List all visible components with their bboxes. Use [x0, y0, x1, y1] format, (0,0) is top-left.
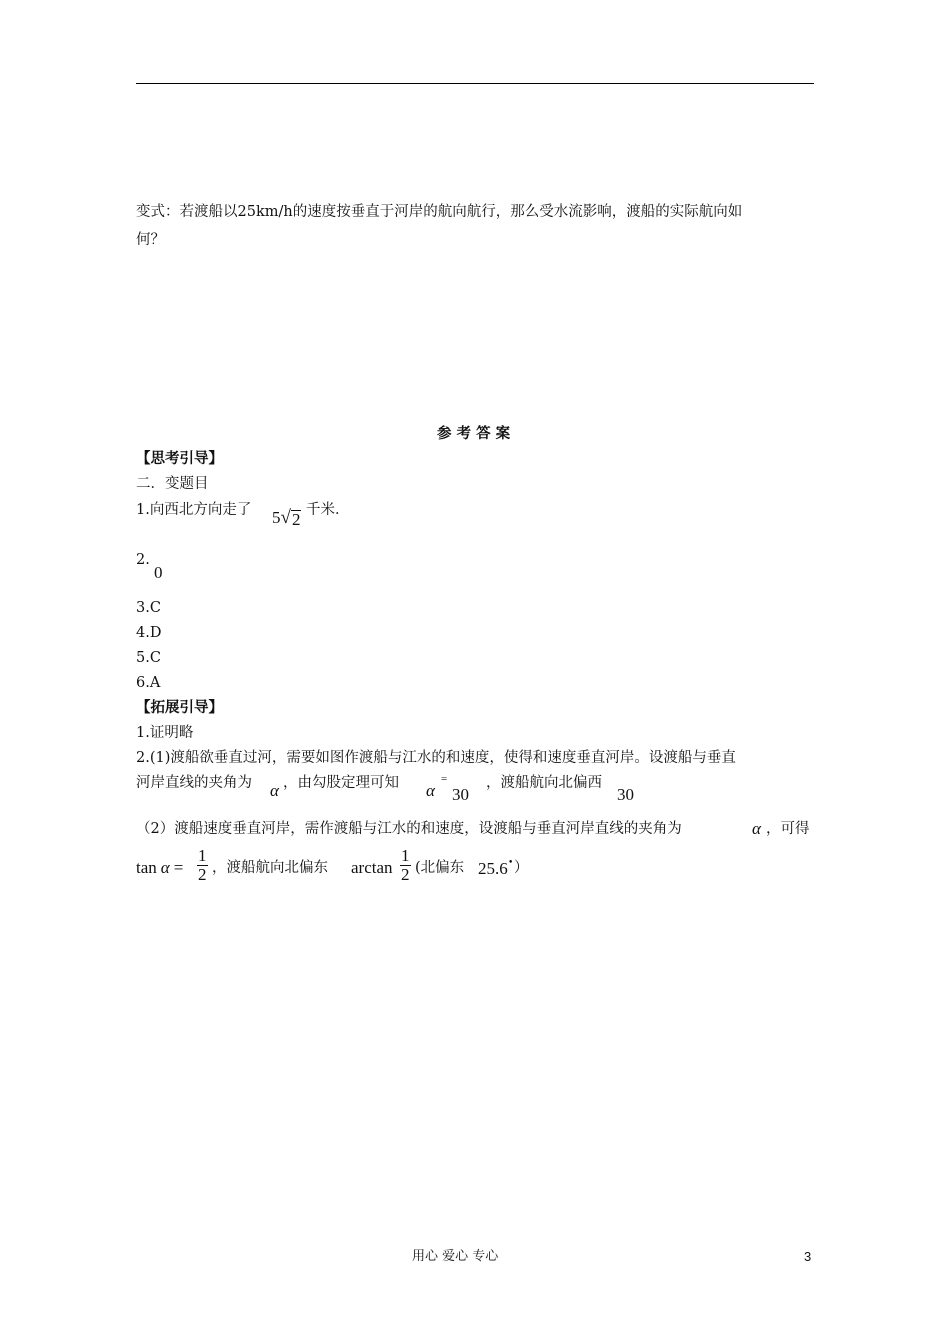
subtitle-variant-problems: 二．变题目 — [136, 476, 209, 492]
answer-1-math — [272, 508, 301, 528]
extension-answer-2-line2-b: ，由勾股定理可知 — [283, 775, 399, 791]
extension-answer-2-line3: （2）渡船速度垂直河岸，需作渡船与江水的和速度，设渡船与垂直河岸直线的夹角为 — [136, 821, 682, 837]
extension-answer-2-line3-b: ，可得 — [766, 821, 810, 837]
extension-answer-2-line2-a: 河岸直线的夹角为 — [136, 775, 252, 791]
angle-value: 25.6 — [478, 859, 508, 878]
header-rule — [136, 83, 814, 84]
extension-answer-2-line1: 2.(1)渡船欲垂直过河，需要如图作渡船与江水的和速度，使得和速度垂直河岸。设渡船与垂直 — [136, 750, 736, 766]
alpha-symbol: α — [270, 781, 279, 800]
angle-thirty: 30 — [452, 785, 469, 804]
extension-answer-2-line4-c: ） — [514, 860, 529, 876]
answer-1-coefficient: 5 — [272, 508, 281, 527]
footer-motto: 用心 爱心 专心 — [412, 1249, 499, 1264]
tan-label: tan — [136, 858, 157, 877]
fraction-one-half-2 — [400, 847, 411, 884]
answer-2-value: 0 — [154, 563, 163, 582]
degree-mark: • — [508, 858, 514, 868]
tan-expression — [136, 858, 183, 878]
fraction-one-half — [197, 847, 208, 884]
section-heading-extension: 【拓展引导】 — [136, 699, 223, 716]
alpha-symbol-4: α — [160, 858, 170, 877]
answer-3: 3.C — [136, 600, 161, 616]
fraction-denominator-2: 2 — [401, 865, 410, 884]
variant-question-line2: 何？ — [136, 232, 165, 248]
answer-6: 6.A — [136, 675, 161, 691]
page-number: 3 — [804, 1249, 812, 1264]
answer-1-prefix: 1.向西北方向走了 — [136, 502, 252, 518]
answer-4: 4.D — [136, 625, 162, 641]
alpha-symbol-3: α — [752, 819, 761, 838]
answers-title: 参 考 答 案 — [437, 425, 511, 442]
extension-answer-2-line4-a: ，渡船航向北偏东 — [212, 860, 328, 876]
fraction-numerator-2: 1 — [401, 846, 410, 865]
answer-2-label: 2. — [136, 552, 150, 568]
angle-thirty-west: 30 — [617, 785, 634, 804]
fraction-numerator: 1 — [198, 846, 207, 865]
extension-answer-1: 1.证明略 — [136, 725, 194, 741]
section-heading-thinking: 【思考引导】 — [136, 450, 223, 467]
extension-answer-2-line4-b: (北偏东 — [415, 860, 465, 876]
variant-question-line1: 变式：若渡船以25km/h的速度按垂直于河岸的航向航行，那么受水流影响，渡船的实际航向如 — [136, 204, 743, 220]
arctan-label: arctan — [351, 858, 393, 877]
equals-sign-small: = — [441, 773, 448, 785]
sqrt-symbol: √ 2 — [280, 507, 301, 529]
answer-1-radicand: 2 — [291, 510, 301, 529]
alpha-symbol-2: α — [426, 781, 435, 800]
answer-1-suffix: 千米． — [306, 502, 350, 518]
equals-sign: = — [173, 858, 184, 877]
fraction-denominator: 2 — [198, 865, 207, 884]
extension-answer-2-line2-c: ，渡船航向北偏西 — [486, 775, 602, 791]
answer-5: 5.C — [136, 650, 161, 666]
